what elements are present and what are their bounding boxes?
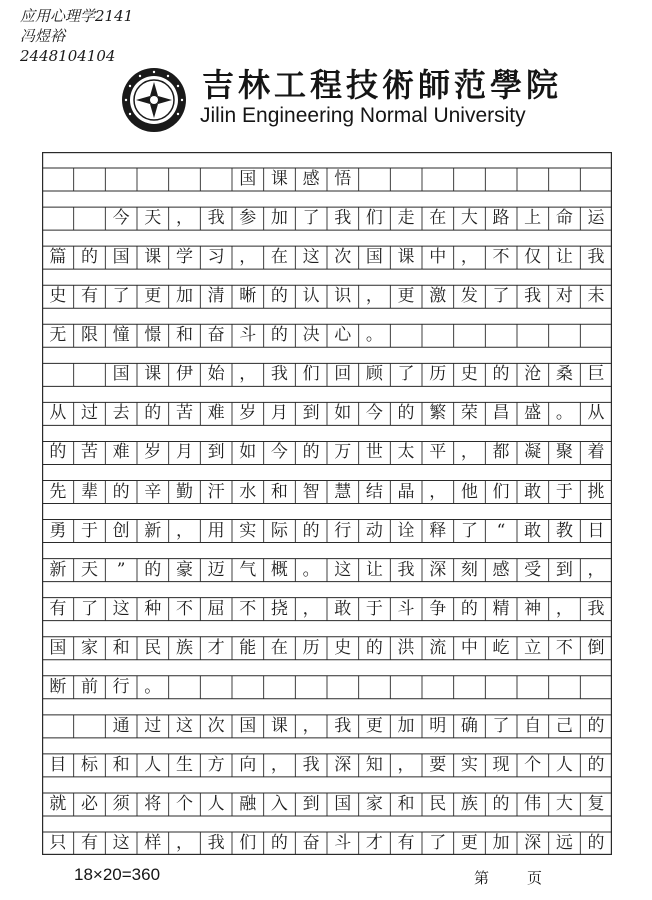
university-seal-icon — [120, 66, 188, 134]
page-label-left: 第 — [474, 869, 490, 887]
page-number-label — [474, 867, 542, 888]
essay-row: 今 天 ， 我 参 加 了 我 们 走 在 大 路 上 命 运 — [112, 208, 605, 229]
student-name: 冯煜裕 — [20, 27, 66, 45]
essay-row: 无 限 憧 憬 和 奋 斗 的 决 心 。 — [49, 325, 383, 346]
essay-row: 国 课 感 悟 — [239, 169, 352, 190]
essay-row: 国 课 伊 始 ， 我 们 回 顾 了 历 史 的 沧 桑 巨 — [112, 364, 605, 385]
essay-row: 只 有 这 样 ， 我 们 的 奋 斗 才 有 了 更 加 深 远 的 — [49, 833, 605, 853]
essay-row: 从 过 去 的 苦 难 岁 月 到 如 今 的 繁 荣 昌 盛 。 从 — [49, 403, 605, 424]
essay-row: 篇 的 国 课 学 习 ， 在 这 次 国 课 中 ， 不 仅 让 我 — [49, 247, 605, 268]
school-name-chinese: 吉林工程技術師范學院 — [202, 66, 563, 104]
essay-row: 就 必 须 将 个 人 融 入 到 国 家 和 民 族 的 伟 大 复 — [49, 793, 605, 814]
essay-grid-sheet — [42, 152, 612, 855]
essay-row: 新 天 ” 的 豪 迈 气 概 。 这 让 我 深 刻 感 受 到 ， — [49, 559, 605, 580]
page-label-right: 页 — [527, 869, 543, 887]
essay-row: 有 了 这 种 不 屈 不 挠 ， 敢 于 斗 争 的 精 神 ， 我 — [49, 598, 605, 619]
essay-row: 先 辈 的 辛 勤 汗 水 和 智 慧 结 晶 ， 他 们 敢 于 挑 — [49, 481, 605, 502]
grid-count-label: 18×20=360 — [74, 865, 161, 884]
essay-row: 史 有 了 更 加 清 晰 的 认 识 ， 更 激 发 了 我 对 未 — [49, 286, 605, 307]
student-class: 应用心理学2141 — [20, 7, 134, 25]
student-info — [20, 6, 160, 66]
school-name-english: Jilin Engineering Normal University — [200, 104, 526, 127]
essay-row: 目 标 和 人 生 方 向 ， 我 深 知 ， 要 实 现 个 人 的 — [49, 754, 605, 775]
essay-row: 国 家 和 民 族 才 能 在 历 史 的 洪 流 中 屹 立 不 倒 — [49, 637, 605, 658]
essay-row: 的 苦 难 岁 月 到 如 今 的 万 世 太 平 ， 都 凝 聚 着 — [49, 442, 605, 463]
essay-row: 勇 于 创 新 ， 用 实 际 的 行 动 诠 释 了 “ 敢 教 日 — [49, 520, 605, 541]
essay-row: 通 过 这 次 国 课 ， 我 更 加 明 确 了 自 己 的 — [112, 715, 605, 736]
student-id: 2448104104 — [20, 47, 116, 65]
essay-row: 断 前 行 。 — [49, 676, 162, 697]
